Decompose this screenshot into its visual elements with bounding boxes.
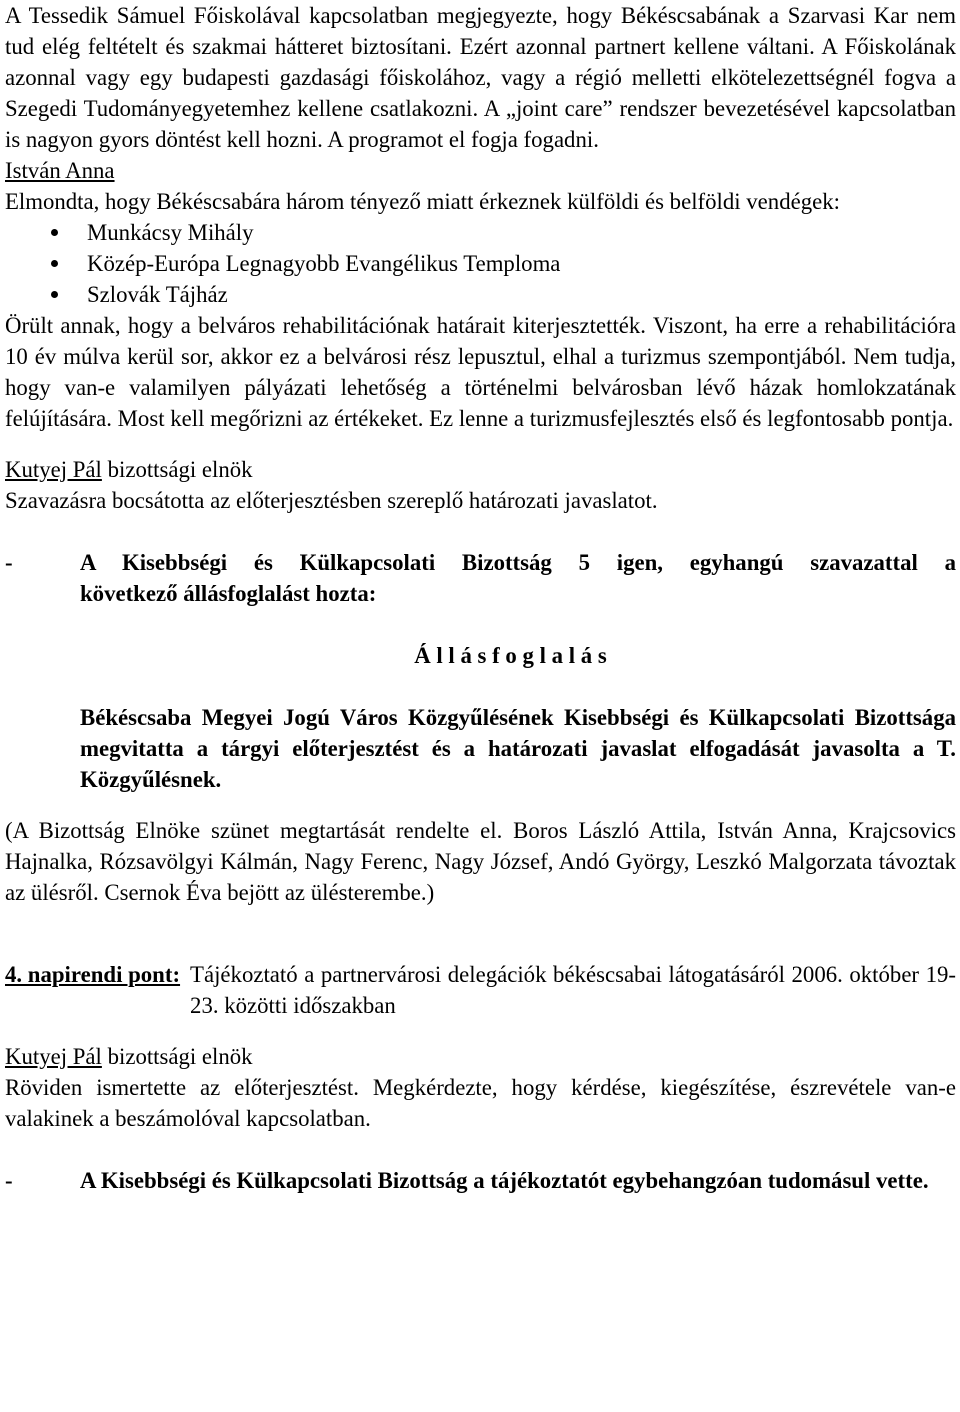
dash-marker: - [5, 550, 13, 575]
resolution-text: Békéscsaba Megyei Jogú Város Közgyűlésének Kisebbségi és Külkapcsolati Bizottsága megvitatta a tárgyi előterjesztést és a határozati javaslat elfogadását javasolta a T. Közgyűlésnek. [80, 705, 956, 792]
paragraph-visitors: Elmondta, hogy Békéscsabára három tényező miatt érkeznek külföldi és belföldi vendégek: [5, 189, 840, 214]
speaker-name: Kutyej Pál [5, 1044, 102, 1069]
vote-line: A Kisebbségi és Külkapcsolati Bizottság a tájékoztatót egybehangzóan tudomásul vette. [80, 1168, 929, 1193]
speaker-istvan-anna [5, 155, 956, 186]
speaker-kutyej-pal [5, 454, 956, 485]
list-item: Közép-Európa Legnagyobb Evangélikus Temploma [51, 248, 956, 279]
paragraph-recess: (A Bizottság Elnöke szünet megtartását rendelte el. Boros László Attila, István Anna, Krajcsovics Hajnalka, Rózsavölgyi Kálmán, Nagy Ferenc, Nagy József, Andó György, Leszkó Malgorzata távoztak az ülésről. Csernok Éva bejött az ülésterembe.) [5, 818, 956, 905]
speaker-kutyej-pal-2 [5, 1041, 956, 1072]
agenda-text: Tájékoztató a partnervárosi delegációk békéscsabai látogatásáról 2006. október 19-23. közötti időszakban [190, 962, 956, 1018]
vote-result-2 [5, 1165, 956, 1196]
resolution-title: Á l l á s f o g l a l á s [414, 643, 607, 668]
vote-line: következő állásfoglalást hozta: [80, 581, 377, 606]
paragraph-rehabilitation: Örült annak, hogy a belváros rehabilitációnak határait kiterjesztették. Viszont, ha erre a rehabilitációra 10 év múlva kerül sor, akkor ez a belvárosi rész lepusztul, elhal a turizmus szempontjából. Nem tudja, hogy van-e valamilyen pályázati lehetőség a történelmi belvárosban lévő házak homlokzatának felújítására. Most kell megőrizni az értékeket. Ez lenne a turizmusfejlesztés első és legfontosabb pontja. [5, 313, 956, 431]
speaker-role: bizottsági elnök [101, 457, 253, 482]
paragraph-tessedik: A Tessedik Sámuel Főiskolával kapcsolatban megjegyezte, hogy Békéscsabának a Szarvasi Kar nem tud elég feltételt és szakmai hátteret biztosítani. Ezért azonnal partnert kellene váltani. A Főiskolának azonnal vagy egy budapesti gazdasági főiskolához, vagy a régió melletti elkötelezettségnél fogva a Szegedi Tudományegyetemhez kellene csatlakozni. A „joint care” rendszer bevezetésével kapcsolatban is nagyon gyors döntést kell hozni. A programot el fogja fogadni. [5, 3, 956, 152]
attractions-list [5, 217, 956, 310]
paragraph-vote-call: Szavazásra bocsátotta az előterjesztésben szereplő határozati javaslatot. [5, 488, 658, 513]
list-item: Szlovák Tájház [51, 279, 956, 310]
speaker-name: Kutyej Pál [5, 457, 102, 482]
speaker-role: bizottsági elnök [101, 1044, 253, 1069]
vote-line: A Kisebbségi és Külkapcsolati Bizottság 5 igen, egyhangú szavazattal a [80, 550, 956, 575]
list-item: Munkácsy Mihály [51, 217, 956, 248]
dash-marker: - [5, 1168, 13, 1193]
agenda-item-4 [5, 959, 956, 1021]
vote-result-1 [5, 547, 956, 609]
paragraph-summary: Röviden ismertette az előterjesztést. Megkérdezte, hogy kérdése, kiegészítése, észrevétele van-e valakinek a beszámolóval kapcsolatban. [5, 1075, 956, 1131]
agenda-label: 4. napirendi pont: [5, 962, 181, 987]
speaker-name: István Anna [5, 158, 115, 183]
